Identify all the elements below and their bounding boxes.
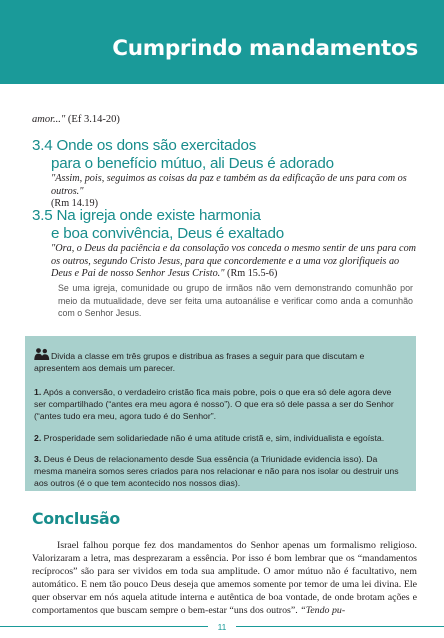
item-text: Deus é Deus de relacionamento desde Sua essência (a Triunidade evidencia isso). Da mesma maneira somos seres criados para nos relacionar e não para nos isolar ou destruir uns aos outros (é o que tem acontecido nos nossos dias).: [34, 454, 399, 488]
activity-intro: [34, 348, 403, 374]
chapter-title: Cumprindo mandamentos: [112, 36, 418, 61]
conclusion-title: Conclusão: [32, 509, 120, 528]
reflection-note: Se uma igreja, comunidade ou grupo de irmãos não vem demonstrando comunhão por meio da mutualidade, deve ser feita uma autoanálise e verificar como anda a comunhão com o Senhor Jesus.: [58, 283, 413, 319]
activity-intro-text: Divida a classe em três grupos e distribua as frases a seguir para que discutam e apresentem aos demais um parecer.: [34, 351, 365, 373]
item-number: 2.: [34, 432, 42, 443]
activity-box: [25, 336, 416, 491]
section-3-5: [32, 207, 417, 281]
conclusion-continued: “Tendo pu-: [297, 605, 346, 617]
verse-text: "Assim, pois, seguimos as coisas da paz e também as da edificação de uns para com os outros.": [51, 173, 407, 197]
heading-line-1: 3.4 Onde os dons são exercitados: [32, 137, 257, 154]
activity-item: [34, 454, 403, 489]
page-header-bar: [0, 0, 444, 84]
bible-verse: [32, 173, 417, 198]
verse-text: "Ora, o Deus da paciência e da consolação vos conceda o mesmo sentir de uns para com os outros, segundo Cristo Jesus, para que concordemente e a uma voz glorifiqueis ao Deus e Pai de nosso Senhor Jesus Cristo.": [51, 243, 417, 279]
page-number: 11: [208, 617, 236, 637]
item-number: 1.: [34, 387, 42, 398]
heading-line-1: 3.5 Na igreja onde existe harmonia: [32, 207, 261, 224]
conclusion-body: Israel falhou porque fez dos mandamentos do Senhor apenas um formalismo religioso. Valorizaram a letra, mas desprezaram a essência. Por isso é bom lembrar que os “mandamentos recíprocos” são para ser vividos em toda sua amplitude. O amor mútuo não é facultativo, nem automático. E nem tão pouco Deus deseja que amemos somente por temor de uma lei divina. Ele quer observar em nós aquela atitude interna e autêntica de boa vontade, de onde brotam ações e comportamentos que buscam sempre o bem-estar “uns dos outros”.: [32, 540, 417, 617]
item-text: Prosperidade sem solidariedade não é uma atitude cristã e, sim, individualista e egoísta.: [43, 432, 385, 443]
heading-line-2: para o benefício mútuo, ali Deus é adorado: [51, 155, 334, 172]
continued-quote: [32, 114, 120, 125]
section-3-4: [32, 137, 417, 211]
item-number: 3.: [34, 454, 42, 465]
quote-reference: (Ef 3.14-20): [65, 114, 120, 125]
item-text: Após a conversão, o verdadeiro cristão fica mais pobre, pois o que era só dele agora deve ser compartilhado (“antes era meu agora é nosso”). O que era só dele passa a ser do Senhor (“antes tudo era meu, agora tudo é do Senhor”.: [34, 387, 394, 421]
activity-item: [34, 433, 403, 445]
activity-item: [34, 387, 403, 422]
heading-line-2: e boa convivência, Deus é exaltado: [51, 225, 284, 242]
verse-reference: (Rm 14.19): [51, 198, 98, 209]
bible-verse: [32, 243, 417, 281]
quote-end: amor...": [32, 114, 66, 125]
verse-reference: (Rm 15.5-6): [224, 268, 278, 279]
group-people-icon: [34, 348, 50, 360]
section-heading: [32, 137, 417, 173]
section-heading: [32, 207, 417, 243]
conclusion-text: [32, 539, 417, 618]
